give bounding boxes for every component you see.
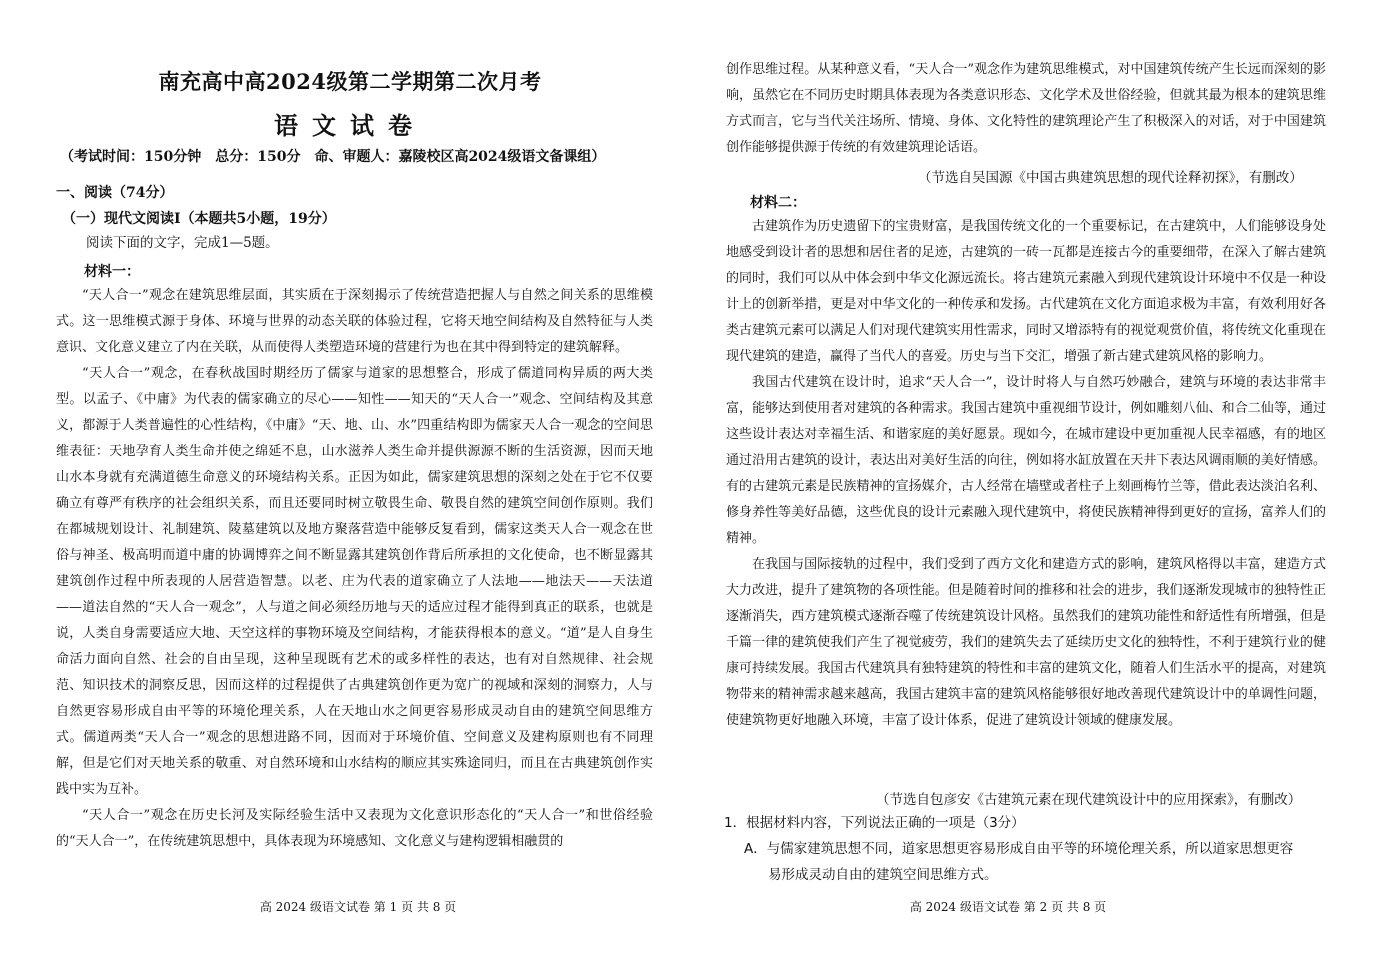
question-1-option-a: A．与儒家建筑思想不同，道家思想更容易形成自由平等的环境伦理关系，所以道家思想更容 [744, 841, 1294, 857]
source-citation-1: （节选自吴国源《中国古典建筑思想的现代诠释初探》，有删改） [918, 170, 1303, 186]
material-1-paragraph: “天人合一”观念在建筑思维层面，其实质在于深刻揭示了传统营造把握人与自然之间关系的思维模式。这一思维模式源于身体、环境与世界的动态关联的体验过程，它将天地空间结构及自然特征与人类意识、文化意义建立了内在关联，从而使得人类塑造环境的营建行为也在其中得到特定的建筑解释。 [56, 288, 653, 355]
material-1-paragraph-continued: 创作思维过程。从某种意义看，“天人合一”观念作为建筑思维模式，对中国建筑传统产生长远而深刻的影响，虽然它在不同历史时期具体表现为各类意识形态、文化学术及世俗经验，但就其最为根本的建筑思维方式而言，它与当代关注场所、情境、身体、文化特性的建筑理论产生了积极深入的对话，对于中国建筑创作能够提供源于传统的有效建筑理论话语。 [726, 62, 1326, 155]
question-1-option-a-continued: 易形成灵动自由的建筑空间思维方式。 [768, 867, 998, 883]
exam-subtitle: 语文试卷 [274, 111, 426, 140]
section-heading: 一、阅读（74分） [56, 185, 174, 201]
page-footer: 高 2024 级语文试卷 第 2 页 共 8 页 [909, 900, 1107, 914]
page-2 [688, 0, 1376, 972]
material-1-label: 材料一： [84, 264, 140, 280]
exam-info: （考试时间：150分钟 总分：150分 命、审题人：嘉陵校区高2024级语文备课组） [60, 149, 606, 165]
material-2-paragraph: 我国古代建筑在设计时，追求“天人合一”，设计时将人与自然巧妙融合，建筑与环境的表达非常丰富，能够达到使用者对建筑的各种需求。我国古建筑中重视细节设计，例如雕刻八仙、和合二仙等，通过这些设计表达对幸福生活、和谐家庭的美好愿景。现如今，在城市建设中更加重视人民幸福感，有的地区通过沿用古建筑的设计，表达出对美好生活的向往，例如将水缸放置在天井下表达风调雨顺的美好情感。有的古建筑元素是民族精神的宣扬媒介，古人经常在墙壁或者柱子上刻画梅竹兰等，借此表达淡泊名利、修身养性等美好品德，这些优良的设计元素融入现代建筑中，将使民族精神得到更好的宣扬，富养人们的精神。 [726, 375, 1326, 546]
source-citation-2: （节选自包彦安《古建筑元素在现代建筑设计中的应用探索》，有删改） [876, 792, 1302, 808]
material-2-paragraph: 在我国与国际接轨的过程中，我们受到了西方文化和建造方式的影响，建筑风格得以丰富，建造方式大力改进，提升了建筑物的各项性能。但是随着时间的推移和社会的进步，我们逐渐发现城市的独特性正逐渐消失，西方建筑模式逐渐吞噬了传统建筑设计风格。虽然我们的建筑功能性和舒适性有所增强，但是千篇一律的建筑使我们产生了视觉疲劳，我们的建筑失去了延续历史文化的独特性，不利于建筑行业的健康可持续发展。我国古代建筑具有独特建筑的特性和丰富的建筑文化，随着人们生活水平的提高，对建筑物带来的精神需求越来越高，我国古建筑丰富的建筑风格能够很好地改善现代建筑设计中的单调性问题，使建筑物更好地融入环境，丰富了设计体系，促进了建筑设计领域的健康发展。 [726, 557, 1326, 728]
material-2-label: 材料二： [750, 195, 806, 211]
page-footer: 高 2024 级语文试卷 第 1 页 共 8 页 [259, 900, 457, 914]
material-2-paragraph: 古建筑作为历史遗留下的宝贵财富，是我国传统文化的一个重要标记，在古建筑中，人们能够设身处地感受到设计者的思想和居住者的足迹，古建筑的一砖一瓦都是连接古今的重要细带，在深入了解古建筑的同时，我们可以从中体会到中华文化源远流长。将古建筑元素融入到现代建筑设计环境中不仅是一种设计上的创新举措，更是对中华文化的一种传承和发扬。古代建筑在文化方面追求极为丰富，有效利用好各类古建筑元素可以满足人们对现代建筑实用性需求，同时又增添特有的视觉观赏价值，将传统文化重现在现代建筑的建造，赢得了当代人的喜爱。历史与当下交汇，增强了新古建式建筑风格的影响力。 [726, 219, 1326, 364]
subsection-heading: （一）现代文阅读Ⅰ（本题共5小题，19分） [62, 211, 336, 227]
exam-title: 南充高中高2024级第二学期第二次月考 [158, 69, 542, 94]
question-1: 1．根据材料内容，下列说法正确的一项是（3分） [724, 815, 1025, 831]
material-1-paragraph: “天人合一”观念，在春秋战国时期经历了儒家与道家的思想整合，形成了儒道同构异质的两大类型。以孟子、《中庸》为代表的儒家确立的尽心——知性——知天的“天人合一”观念、空间结构及其意义，都源于人类普遍性的心性结构，《中庸》“天、地、山、水”四重结构即为儒家天人合一观念的空间思维表征：天地孕育人类生命并使之绵延不息，山水滋养人类生命并提供源源不断的生活资源，因而天地山水本身就有充满道德生命意义的环境结构关系。正因为如此，儒家建筑思想的深刻之处在于它不仅要确立有尊严有秩序的社会组织关系，而且还要同时树立敬畏生命、敬畏自然的建筑空间创作原则。我们在都城规划设计、礼制建筑、陵墓建筑以及地方聚落营造中能够反复看到，儒家这类天人合一观念在世俗与神圣、极高明而道中庸的协调博弈之间不断显露其建筑创作背后所承担的文化使命，也不断显露其建筑创作过程中所表现的人居营造智慧。以老、庄为代表的道家确立了人法地——地法天——天法道——道法自然的“天人合一观念”，人与道之间必须经历地与天的适应过程才能得到真正的联系，也就是说，人类自身需要适应大地、天空这样的事物环境及空间结构，才能获得根本的意义。“道”是人自身生命活力面向自然、社会的自由呈现，这种呈现既有艺术的或多样性的表达，也有对自然规律、社会规范、知识技术的洞察反思，因而这样的过程提供了古典建筑创作更为宽广的视域和深刻的洞察力，人与自然更容易形成自由平等的环境伦理关系，人在天地山水之间更容易形成灵动自由的建筑空间思维方式。儒道两类“天人合一”观念的思想进路不同，因而对于环境价值、空间意义及建构原则也有不同理解，但是它们对天地关系的敬重、对自然环境和山水结构的顺应其实殊途同归，而且在古典建筑创作实践中实为互补。 [56, 366, 653, 797]
material-1-paragraph: “天人合一”观念在历史长河及实际经验生活中又表现为文化意识形态化的“天人合一”和世俗经验的“天人合一”，在传统建筑思想中，具体表现为环境感知、文化意义与建构逻辑相融贯的 [56, 808, 653, 849]
reading-instruction: 阅读下面的文字，完成1—5题。 [86, 235, 279, 251]
